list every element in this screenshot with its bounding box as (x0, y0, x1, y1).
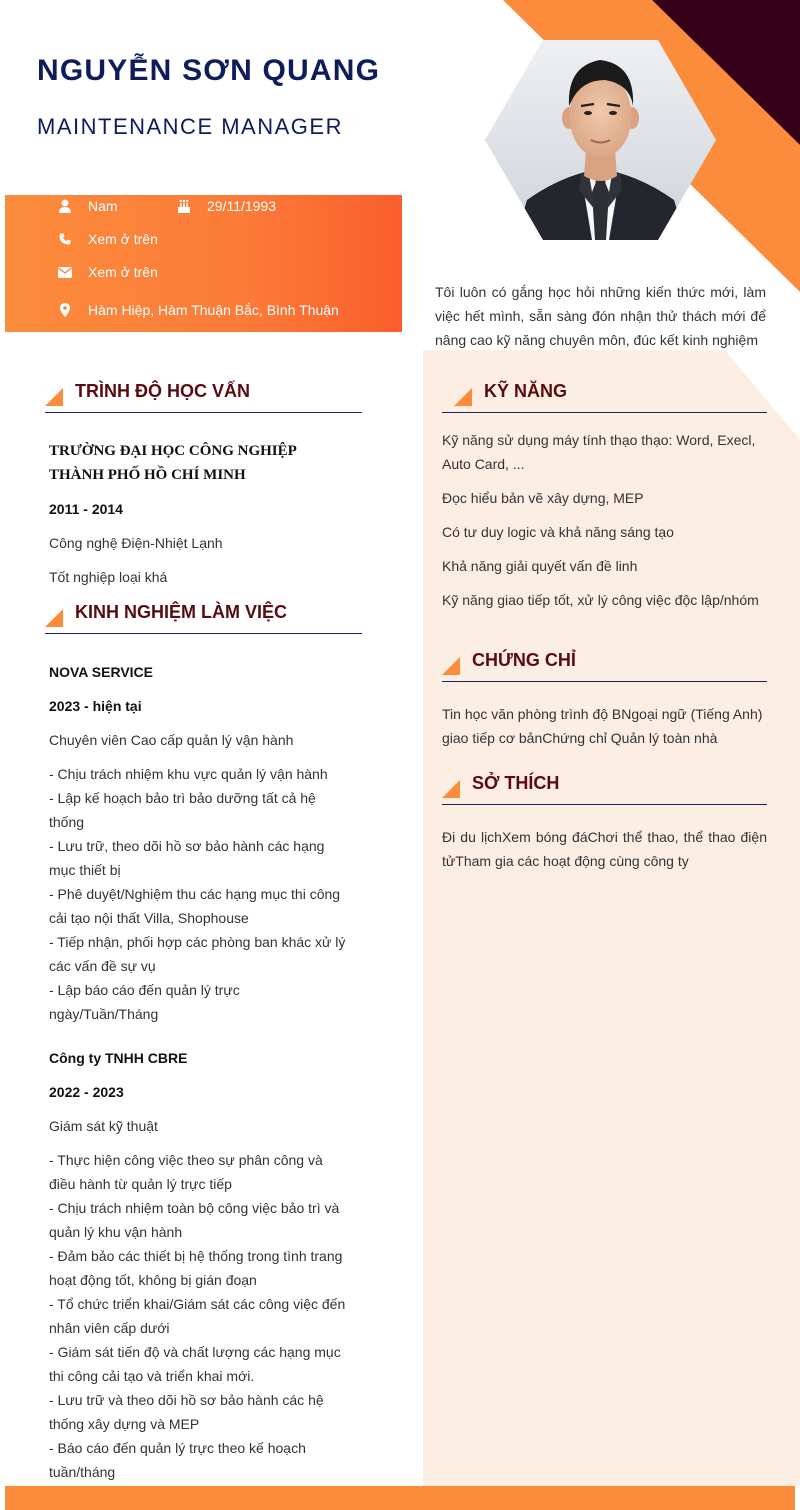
skill-item: Có tư duy logic và khả năng sáng tạo (442, 524, 674, 540)
address-item (52, 302, 339, 318)
experience-title: KINH NGHIỆM LÀM VIỆC (75, 602, 288, 622)
skills-title: KỸ NĂNG (484, 381, 568, 401)
job-duty-item: - Chịu trách nhiệm toàn bộ công việc bảo trì và quản lý khu vận hành (49, 1200, 340, 1240)
email-value: Xem ở trên (88, 264, 158, 280)
education-result: Tốt nghiệp loại khá (49, 569, 168, 585)
profile-photo (485, 40, 716, 240)
birthday-item (171, 198, 276, 214)
user-icon (52, 199, 78, 213)
education-major: Công nghệ Điện-Nhiệt Lạnh (49, 535, 223, 551)
job-duty-item: - Đảm bảo các thiết bị hệ thống trong tình trang hoạt động tốt, không bị gián đoạn (49, 1248, 343, 1288)
phone-value: Xem ở trên (88, 231, 158, 247)
address-value: Hàm Hiệp, Hàm Thuận Bắc, Bình Thuận (88, 302, 339, 318)
job-duty-item: - Lưu trữ, theo dõi hồ sơ bảo hành các hạng mục thiết bị (49, 838, 325, 878)
job-duty-item: - Chịu trách nhiệm khu vực quản lý vận hành (49, 766, 328, 782)
profile-summary: Tôi luôn có gắng học hỏi những kiến thức mới, làm việc hết mình, sẵn sàng đón nhận thử thách mới để nâng cao kỹ năng chuyên môn, đúc kết kinh nghiệm (435, 284, 766, 348)
certificates-title: CHỨNG CHỈ (472, 650, 576, 670)
skill-item: Khả năng giải quyết vấn đề linh (442, 558, 638, 574)
job-duties-list (49, 1148, 349, 1484)
candidate-name: NGUYỄN SƠN QUANG (37, 54, 381, 87)
school-name (49, 439, 297, 487)
gender-item (52, 198, 118, 214)
hobbies-title: SỞ THÍCH (472, 773, 560, 793)
job-duty-item: - Thực hiện công việc theo sự phân công và điều hành từ quản lý trực tiếp (49, 1152, 323, 1192)
education-title: TRÌNH ĐỘ HỌC VẤN (75, 381, 250, 401)
section-triangle-icon (442, 657, 460, 675)
email-item (52, 264, 158, 280)
job-period: 2023 - hiện tại (49, 698, 142, 714)
gender-value: Nam (88, 198, 118, 214)
experience-section-header (45, 598, 362, 634)
footer-bar (5, 1486, 795, 1510)
skill-item: Đọc hiểu bản vẽ xây dựng, MEP (442, 490, 644, 506)
education-section-header (45, 377, 362, 413)
birthday-value: 29/11/1993 (207, 198, 277, 214)
job-duty-item: - Báo cáo đến quản lý trực theo kế hoạch tuần/tháng (49, 1440, 306, 1480)
section-triangle-icon (442, 780, 460, 798)
job-duty-item: - Lưu trữ và theo dõi hồ sơ bảo hành các hệ thống xây dựng và MEP (49, 1392, 324, 1432)
skills-section-header (442, 377, 767, 413)
section-triangle-icon (45, 609, 63, 627)
envelope-icon (52, 267, 78, 278)
job-duty-item: - Tiếp nhận, phối hợp các phòng ban khác xử lý các vấn đề sự vụ (49, 934, 346, 974)
job-duty-item: - Tổ chức triển khai/Giám sát các công việc đến nhân viên cấp dưới (49, 1296, 346, 1336)
school-name-line-1: TRƯỜNG ĐẠI HỌC CÔNG NGHIỆP (49, 443, 297, 459)
job-company: Công ty TNHH CBRE (49, 1050, 188, 1066)
job-duty-item: - Giám sát tiến độ và chất lượng các hạng mục thi công cải tạo và triển khai mới. (49, 1344, 341, 1384)
certificates-text: Tin học văn phòng trình độ BNgoại ngữ (Tiếng Anh) giao tiếp cơ bảnChứng chỉ Quản lý toàn nhà (442, 706, 763, 746)
hobbies-text: Đi du lịchXem bóng đáChơi thể thao, thể thao điện tửTham gia các hoạt động cùng công ty (442, 829, 767, 869)
job-duty-item: - Lập kế hoạch bảo trì bảo dưỡng tất cả hệ thống (49, 790, 316, 830)
job-duty-item: - Lập báo cáo đến quản lý trực ngày/Tuần/Tháng (49, 982, 240, 1022)
section-triangle-icon (454, 388, 472, 406)
school-name-line-2: THÀNH PHỐ HỒ CHÍ MINH (49, 467, 246, 483)
contact-info-panel (5, 195, 402, 332)
certificates-section-header (442, 646, 767, 682)
hobbies-section-header (442, 769, 767, 805)
job-duty-item: - Phê duyệt/Nghiệm thu các hạng mục thi công cải tạo nội thất Villa, Shophouse (49, 886, 341, 926)
job-company: NOVA SERVICE (49, 664, 153, 680)
job-period: 2022 - 2023 (49, 1084, 124, 1100)
job-position: Chuyên viên Cao cấp quản lý vận hành (49, 732, 294, 748)
section-triangle-icon (45, 388, 63, 406)
job-duties-list (49, 762, 349, 1026)
skill-item: Kỹ năng giao tiếp tốt, xử lý công việc độc lập/nhóm (442, 592, 759, 608)
skill-item: Kỹ năng sử dụng máy tính thạo thạo: Word, Execl, Auto Card, ... (442, 432, 756, 472)
education-period: 2011 - 2014 (49, 501, 123, 517)
map-marker-icon (52, 303, 78, 317)
job-position: Giám sát kỹ thuật (49, 1118, 158, 1134)
job-title: MAINTENANCE MANAGER (37, 114, 343, 139)
phone-icon (52, 233, 78, 245)
cake-icon (171, 199, 197, 213)
phone-item (52, 231, 158, 247)
